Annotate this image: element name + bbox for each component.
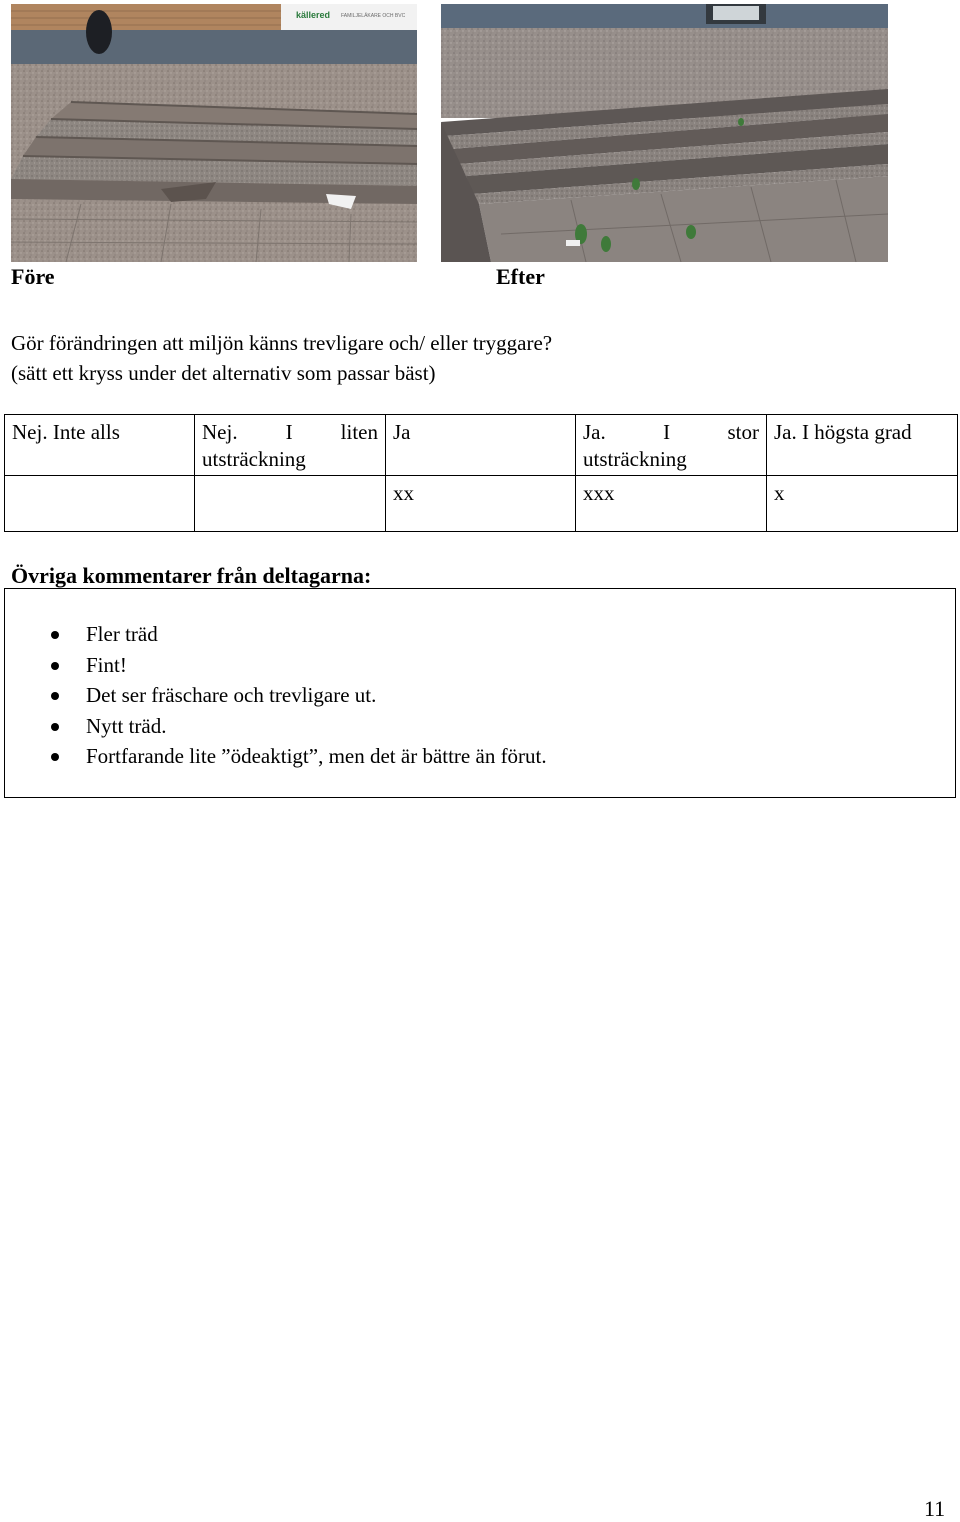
question-instruction: (sätt ett kryss under det alternativ som passar bäst) xyxy=(11,361,436,385)
after-caption: Efter xyxy=(496,264,545,289)
page-number: 11 xyxy=(924,1496,946,1521)
option-label: Ja. I stor xyxy=(583,420,759,444)
question-text: Gör förändringen att miljön känns trevligare och/ eller tryggare? xyxy=(11,331,553,355)
bullet-icon xyxy=(51,662,59,670)
mark-cell xyxy=(195,476,386,532)
rating-scale-table xyxy=(4,414,958,532)
before-caption: Före xyxy=(11,264,55,289)
rating-options-row xyxy=(5,415,958,476)
comment-item xyxy=(5,711,547,742)
option-small-extent xyxy=(195,415,386,476)
bullet-icon xyxy=(51,753,59,761)
option-label-cont: utsträckning xyxy=(202,447,306,471)
mark-cell: xxx xyxy=(576,476,767,532)
comment-item xyxy=(5,741,547,772)
comments-box xyxy=(4,588,956,798)
comments-list xyxy=(5,619,547,772)
sign-text: källered xyxy=(296,10,331,20)
comment-text: Det ser fräschare och trevligare ut. xyxy=(86,683,377,707)
comment-text: Fint! xyxy=(86,652,127,677)
mark-cell xyxy=(5,476,195,532)
after-photo xyxy=(441,4,888,262)
comment-text: Fler träd xyxy=(86,622,158,646)
option-large-extent xyxy=(576,415,767,476)
option-label: Ja xyxy=(393,420,411,444)
option-yes xyxy=(386,415,576,476)
option-highest-degree xyxy=(767,415,958,476)
comment-item xyxy=(5,650,547,681)
comment-text: Nytt träd. xyxy=(86,713,167,738)
option-label: Ja. I högsta grad xyxy=(774,420,912,444)
option-label-cont: utsträckning xyxy=(583,447,687,471)
sign-subtext: FAMILJELÄKARE OCH BVC xyxy=(341,13,406,19)
mark-cell: xx xyxy=(386,476,576,532)
comment-text: Fortfarande lite ”ödeaktigt”, men det är bättre än förut. xyxy=(86,744,547,768)
comment-item xyxy=(5,680,547,711)
comments-title: Övriga kommentarer från deltagarna: xyxy=(11,563,372,588)
bullet-icon xyxy=(51,723,59,731)
mark-cell: x xyxy=(767,476,958,532)
option-label: Nej. Inte alls xyxy=(12,420,120,444)
rating-marks-row xyxy=(5,476,958,532)
option-label: Nej. I liten xyxy=(202,420,378,444)
comment-item xyxy=(5,619,547,650)
bullet-icon xyxy=(51,692,59,700)
option-not-at-all xyxy=(5,415,195,476)
before-photo xyxy=(11,4,417,262)
bullet-icon xyxy=(51,631,59,639)
